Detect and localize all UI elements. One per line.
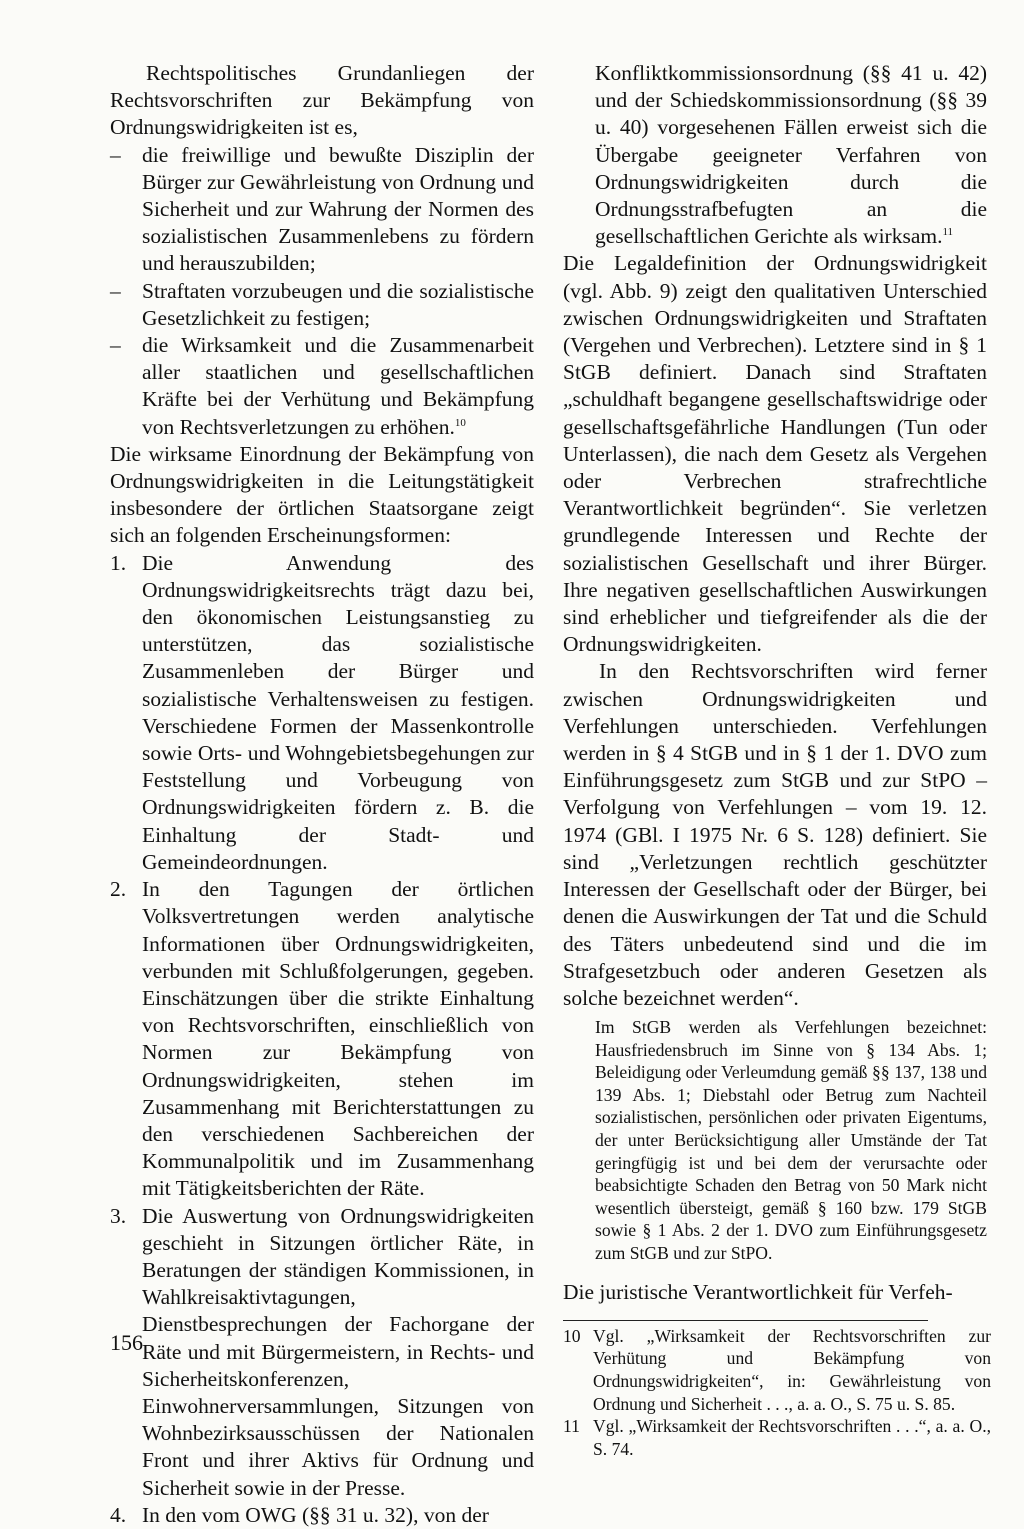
footnote-text: Vgl. „Wirksamkeit der Rechtsvorschriften zur Verhütung und Bekämpfung von Ordnungswidrigkeiten“, in: Gewährleistung von Ordnung und Sicherheit . . ., a. a. O., S. 75 u. S. 85. (593, 1325, 991, 1414)
list-item-text: die freiwillige und bewußte Disziplin der Bürger zur Gewährleistung von Ordnung und Sicherheit und zur Wahrung der Normen des sozialistischen Zusammenlebens zu fördern und herauszubilden; (142, 142, 534, 276)
list-item (110, 278, 534, 332)
paragraph: Die Legaldefinition der Ordnungswidrigkeit (vgl. Abb. 9) zeigt den qualitativen Unterschied zwischen Ordnungswidrigkeiten und Straftaten (Vergehen und Verbrechen). Letztere sind in § 1 StGB definiert. Danach sind Straftaten „schuldhaft begangene gesellschaftswidrige oder gesellschaftsgefährliche Handlungen (Tun oder Unterlassen), die nach dem Gesetz als Vergehen oder Verbrechen strafrechtliche Verantwortlichkeit begründen“. Sie verletzen grundlegende Interessen und Rechte der sozialistischen Gesellschaft und ihrer Bürger. Ihre negativen gesellschaftlichen Auswirkungen sind erheblicher und tiefgreifender als die der Ordnungswidrigkeiten. (563, 251, 987, 657)
number-marker: 1. (110, 550, 127, 575)
continued-text: Konfliktkommissionsordnung (§§ 41 u. 42) und der Schiedskommissionsordnung (§§ 39 u. 40) vorgesehenen Fällen erweist sich die Übergabe geeigneter Verfahren von Ordnungswidrigkeiten durch die Ordnungsstrafbefugten an die gesellschaftlichen Gerichte als wirksam. (595, 61, 987, 249)
footnote (563, 1415, 991, 1460)
number-marker: 4. (110, 1502, 127, 1527)
footnote-number: 10 (563, 1325, 581, 1346)
list-item-text: Die Auswertung von Ordnungswidrigkeiten geschieht in Sitzungen örtlicher Räte, in Beratungen der ständigen Kommissionen, in Wahlkreisaktivtagungen, Dienstbesprechungen der Fachorgane der Räte und mit Bürgermeistern, in Rechts- und Sicherheitskonferenzen, Einwohnerversammlungen, Sitzungen von Wohnbezirksausschüssen der Nationalen Front und ihrer Aktivs für Ordnung und Sicherheit sowie in der Presse. (142, 1203, 534, 1500)
page-number: 156 (110, 1330, 143, 1355)
list-item (110, 550, 534, 876)
number-marker: 3. (110, 1203, 127, 1228)
numbered-list (110, 550, 534, 1529)
footnote-number: 11 (563, 1416, 580, 1437)
intro-paragraph: Rechtspolitisches Grundanliegen der Rechtsvorschriften zur Bekämpfung von Ordnungswidrigkeiten ist es, (110, 61, 534, 140)
footnote-ref: 11 (942, 226, 954, 239)
paragraph: Die wirksame Einordnung der Bekämpfung von Ordnungswidrigkeiten in die Leitungstätigkeit insbesondere der örtlichen Staatsorgane zeigt sich an folgenden Erscheinungsformen: (110, 441, 534, 548)
list-item (110, 1502, 534, 1529)
list-item-text: In den Tagungen der örtlichen Volksvertretungen werden analytische Informationen über Ordnungswidrigkeiten, verbunden mit Schlußfolgerungen, gegeben. Einschätzungen über die strikte Einhaltung von Rechtsvorschriften, einschließlich von Normen zur Bekämpfung von Ordnungswidrigkeiten, stehen im Zusammenhang mit Berichterstattungen zu den verschiedenen Sachbereichen der Kommunalpolitik und im Zusammenhang mit Tätigkeitsberichten der Räte. (142, 877, 534, 1201)
footnotes (563, 1320, 991, 1461)
goal-list (110, 142, 534, 441)
list-item-text: Die Anwendung des Ordnungswidrigkeitsrechts trägt dazu bei, den ökonomischen Leistungsanstieg zu unterstützen, das sozialistische Zusammenleben der Bürger und sozialistische Verhaltensweisen zu festigen. Verschiedene Formen der Massenkontrolle sowie Orts- und Wohngebietsbegehungen zur Feststellung und Vorbeugung von Ordnungswidrigkeiten fördern z. B. die Einhaltung der Stadt- und Gemeindeordnungen. (142, 550, 534, 874)
paragraph: Die juristische Verantwortlichkeit für Verfeh- (563, 1279, 953, 1304)
footnote-text: Vgl. „Wirksamkeit der Rechtsvorschriften . . .“, a. a. O., S. 74. (593, 1416, 991, 1459)
footnote-ref: 10 (454, 416, 466, 429)
list-item-text: die Wirksamkeit und die Zusammenarbeit aller staatlichen und gesellschaftlichen Kräfte bei der Verhütung und Bekämpfung von Rechtsverletzungen zu erhöhen. (142, 333, 534, 439)
number-marker: 2. (110, 877, 127, 902)
small-print-block: Im StGB werden als Verfehlungen bezeichnet: Hausfriedensbruch im Sinne von § 134 Abs. 1; Beleidigung oder Verleumdung gemäß §§ 137, 138 und 139 Abs. 1; Diebstahl oder Betrug zum Nachteil sozialistischen, persönlichen oder privaten Eigentums, der unter Berücksichtigung aller Umstände der Tat geringfügig ist und bei dem der verursachte oder beabsichtigte Schaden den Betrag von 50 Mark nicht wesentlich übersteigt, gemäß § 160 bzw. 179 StGB sowie § 1 Abs. 2 der 1. DVO zum Einführungsgesetz zum StGB und zur StPO. (595, 1017, 987, 1264)
dash-marker: – (110, 333, 121, 358)
continued-paragraph (563, 60, 987, 250)
paragraph: In den Rechtsvorschriften wird ferner zwischen Ordnungswidrigkeiten und Verfehlungen unterschieden. Verfehlungen werden in § 4 StGB und in § 1 der 1. DVO zum Einführungsgesetz zum StGB und zur StPO – Verfolgung von Verfehlungen – vom 19. 12. 1974 (GBl. I 1975 Nr. 6 S. 128) definiert. Sie sind „Verletzungen rechtlich geschützter Interessen der Gesellschaft oder der Bürger, bei denen die Auswirkungen der Tat und die Schuld des Täters unbedeutend sind und die im Strafgesetzbuch oder anderen Gesetzen als solche bezeichnet werden“. (563, 659, 987, 1010)
list-item (110, 142, 534, 278)
left-column (110, 60, 534, 1529)
list-item-text: In den vom OWG (§§ 31 u. 32), von der (142, 1502, 489, 1527)
list-item-text: Straftaten vorzubeugen und die sozialistische Gesetzlichkeit zu festigen; (142, 278, 534, 330)
right-column (563, 60, 991, 1460)
footnote (563, 1325, 991, 1415)
list-item (110, 876, 534, 1202)
dash-marker: – (110, 142, 121, 167)
list-item (110, 1203, 534, 1502)
list-item (110, 332, 534, 441)
dash-marker: – (110, 278, 121, 303)
